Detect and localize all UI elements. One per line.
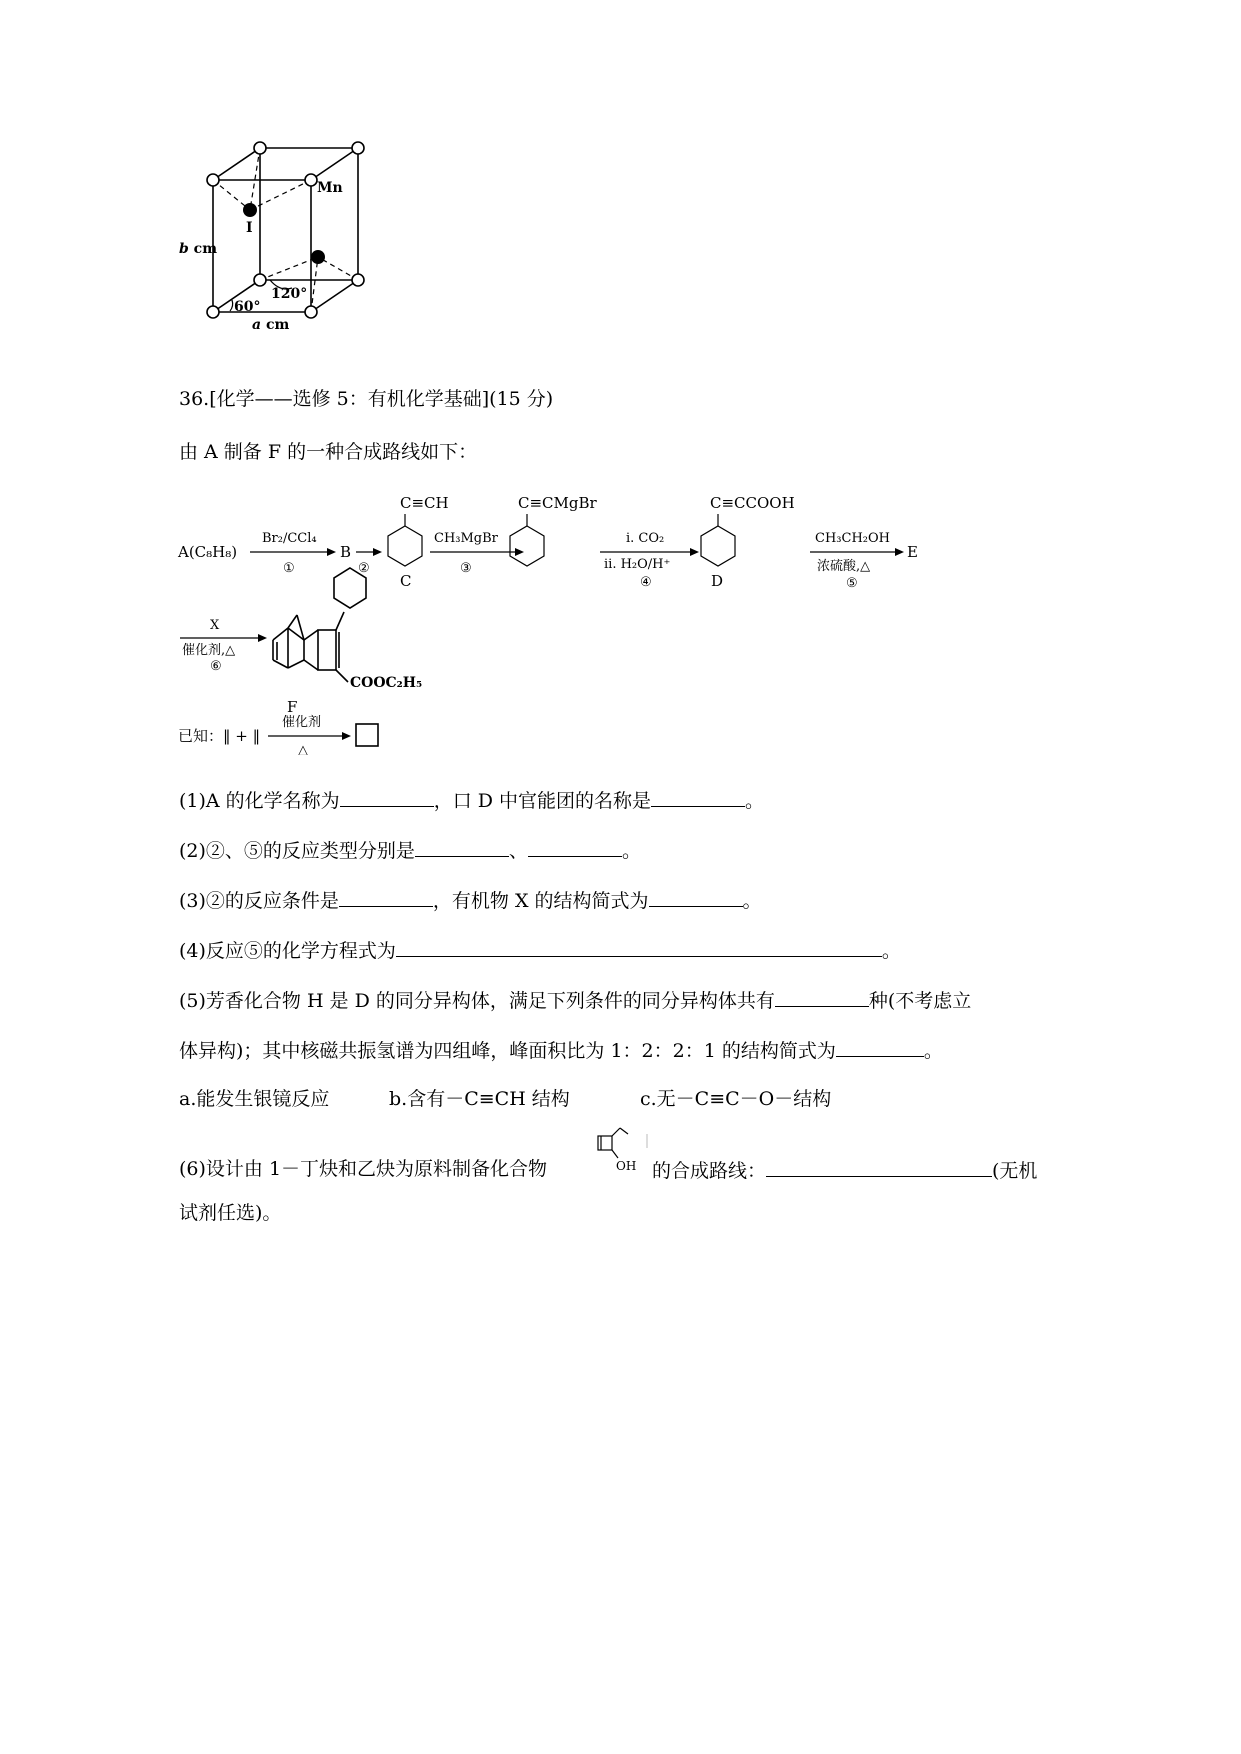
q2-period: 。 xyxy=(621,840,641,862)
question-5-line-1 xyxy=(179,988,971,1012)
q2-sep: 、 xyxy=(508,840,528,862)
angle-120: 120° xyxy=(271,286,308,302)
grignard-group: C≡CMgBr xyxy=(518,494,597,512)
q5-option-c: c.无－C≡C－O－结构 xyxy=(640,1088,832,1110)
label-a-unit: cm xyxy=(261,317,290,333)
step6-reagent: X xyxy=(210,618,220,633)
question-intro: 由 A 制备 F 的一种合成路线如下： xyxy=(179,441,478,463)
q6-text-c: (无机 xyxy=(992,1160,1038,1182)
synthesis-scheme xyxy=(170,490,1050,755)
angle-60: 60° xyxy=(234,299,261,315)
q5-period: 。 xyxy=(923,1040,943,1062)
q3-text-a: (3)②的反应条件是 xyxy=(179,890,339,912)
crystal-cell-figure xyxy=(170,130,400,335)
q1-blank-1[interactable] xyxy=(340,788,434,807)
label-mn: Mn xyxy=(317,180,343,196)
step5-reagent: CH₃CH₂OH xyxy=(815,531,890,546)
question-3 xyxy=(179,888,762,912)
compound-f-substituent: COOC₂H₅ xyxy=(350,675,423,691)
known-condition-bottom: △ xyxy=(298,743,308,755)
q2-blank-1[interactable] xyxy=(415,838,509,857)
step5-number: ⑤ xyxy=(846,576,858,591)
step3-number: ③ xyxy=(460,561,472,576)
compound-f-label: F xyxy=(287,698,298,716)
q5-option-a: a.能发生银镜反应 xyxy=(179,1088,330,1110)
compound-a: A(C₈H₈) xyxy=(178,543,238,561)
q1-text-a: (1)A 的化学名称为 xyxy=(179,790,340,812)
q4-blank[interactable] xyxy=(396,938,882,957)
compound-c-label: C xyxy=(400,572,412,590)
question-4 xyxy=(179,938,901,962)
question-1 xyxy=(179,788,764,812)
q1-period: 。 xyxy=(745,790,765,812)
q5-text-c: 体异构)；其中核磁共振氢谱为四组峰，峰面积比为 1：2：2：1 的结构简式为 xyxy=(179,1040,836,1062)
question-5-line-2 xyxy=(179,1038,943,1062)
step4-number: ④ xyxy=(640,575,652,590)
known-condition-top: 催化剂 xyxy=(282,715,322,730)
target-oh-label: OH xyxy=(616,1159,637,1173)
label-i: I xyxy=(246,220,253,236)
question-heading: 36.[化学——选修 5：有机化学基础](15 分) xyxy=(179,388,554,410)
q1-text-b: ，口 D 中官能团的名称是 xyxy=(433,790,652,812)
q3-blank-1[interactable] xyxy=(339,888,433,907)
question-6 xyxy=(652,1158,1037,1182)
q2-blank-2[interactable] xyxy=(528,838,622,857)
q6-text-a: (6)设计由 1－丁炔和乙炔为原料制备化合物 xyxy=(179,1158,548,1180)
step1-number: ① xyxy=(283,561,295,576)
compound-d-group: C≡CCOOH xyxy=(710,494,795,512)
step4-workup: ⅱ. H₂O/H⁺ xyxy=(604,557,671,572)
step6-number: ⑥ xyxy=(210,659,222,674)
q5-blank-1[interactable] xyxy=(775,988,869,1007)
svg-text:a cm xyxy=(252,317,289,333)
question-2 xyxy=(179,838,641,862)
compound-f-structure xyxy=(273,568,366,682)
step2-number: ② xyxy=(358,561,370,576)
compound-e: E xyxy=(907,543,918,561)
q5-option-b: b.含有－C≡CH 结构 xyxy=(389,1088,570,1110)
label-b: b xyxy=(179,241,189,257)
q4-period: 。 xyxy=(881,940,901,962)
target-compound-structure xyxy=(592,1118,650,1176)
known-reaction: 已知：‖ + ‖ xyxy=(178,727,261,745)
q4-text: (4)反应⑤的化学方程式为 xyxy=(179,940,396,962)
q5-text-b: 种(不考虑立 xyxy=(868,990,972,1012)
q1-blank-2[interactable] xyxy=(651,788,745,807)
step6-condition: 催化剂,△ xyxy=(182,643,236,658)
step3-reagent: CH₃MgBr xyxy=(434,531,498,546)
svg-text:b cm xyxy=(179,241,217,257)
label-a: a xyxy=(252,317,262,333)
label-b-unit: cm xyxy=(188,241,218,257)
q2-text: (2)②、⑤的反应类型分别是 xyxy=(179,840,415,862)
compound-c-group: C≡CH xyxy=(400,494,449,512)
q3-period: 。 xyxy=(742,890,762,912)
step4-reagent: ⅰ. CO₂ xyxy=(626,531,665,546)
q5-text-a: (5)芳香化合物 H 是 D 的同分异构体，满足下列条件的同分异构体共有 xyxy=(179,990,775,1012)
q5-blank-2[interactable] xyxy=(836,1038,924,1057)
step1-reagent: Br₂/CCl₄ xyxy=(262,531,317,546)
compound-b: B xyxy=(340,543,352,561)
cyclobutene-product xyxy=(356,724,378,746)
q6-text-d: 试剂任选)。 xyxy=(179,1202,282,1224)
q3-blank-2[interactable] xyxy=(649,888,743,907)
q6-text-b: 的合成路线： xyxy=(652,1160,767,1182)
q3-text-b: ，有机物 X 的结构简式为 xyxy=(432,890,649,912)
compound-d-label: D xyxy=(711,572,724,590)
step5-condition: 浓硫酸,△ xyxy=(817,559,871,574)
q6-blank[interactable] xyxy=(766,1158,992,1177)
